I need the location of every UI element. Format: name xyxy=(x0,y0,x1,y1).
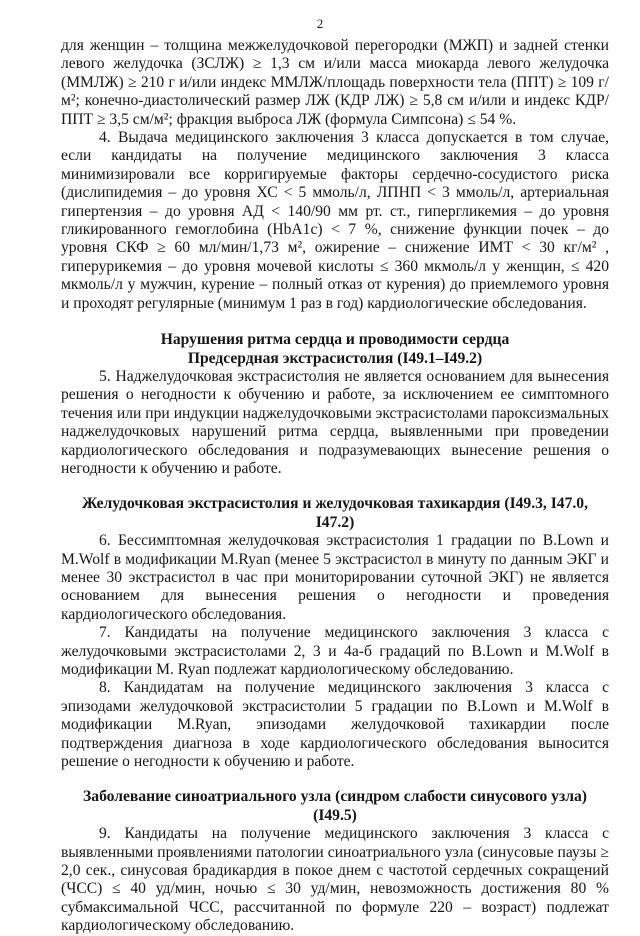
paragraph-intro: для женщин – толщина межжелудочковой перегородки (МЖП) и задней стенки левого желудочка (ЗСЛЖ) ≥ 1,3 см и/или масса миокарда левого желудочка (ММЛЖ) ≥ 210 г и/или индекс ММЛЖ/площадь поверхности тела (ППТ) ≥ 109 г/м²; конечно-диастолический размер ЛЖ (КДР ЛЖ) ≥ 5,8 см и/или и индекс КДР/ППТ ≥ 3,5 см/м²; фракция выброса ЛЖ (формула Симпсона) ≤ 54 %. xyxy=(61,37,609,128)
document-body xyxy=(61,37,609,936)
section-heading-sinus: Заболевание синоатриального узла (синдром слабости синусового узла) (I49.5) xyxy=(83,788,587,824)
paragraph-8: 8. Кандидатам на получение медицинского заключения 3 класса с эпизодами желудочковой экстрасистолии 5 градации по B.Lown и M.Wolf в модификации M.Ryan, эпизодами желудочковой тахикардии после подтверждения диагноза в ходе кардиологического обследования выносится решение о негодности к обучению и работе. xyxy=(61,679,609,771)
paragraph-9: 9. Кандидаты на получение медицинского заключения 3 класса с выявленными проявлениями патологии синоатриального узла (синусовые паузы ≥ 2,0 сек., синусовая брадикардия в покое днем с частотой сердечных сокращений (ЧСС) ≤ 40 уд/мин, ночью ≤ 30 уд/мин, невозможность достижения 80 % субмаксимальной ЧСС, рассчитанной по формуле 220 – возраст) подлежат кардиологическому обследованию. xyxy=(61,825,609,935)
paragraph-4: 4. Выдача медицинского заключения 3 класса допускается в том случае, если кандидаты на получение медицинского заключения 3 класса минимизировали все корригируемые факторы сердечно-сосудистого риска (дислипидемия – до уровня ХС < 5 ммоль/л, ЛПНП < 3 ммоль/л, артериальная гипертензия – до уровня АД < 140/90 мм рт. ст., гипергликемия – до уровня гликированного гемоглобина (HbA1c) < 7 %, снижение функции почек – до уровня СКФ ≥ 60 мл/мин/1,73 м², ожирение – снижение ИМТ < 30 кг/м² , гиперурикемия – до уровня мочевой кислоты ≤ 360 мкмоль/л у женщин, ≤ 420 мкмоль/л у мужчин, курение – полный отказ от курения) до приемлемого уровня и проходят регулярные (минимум 1 раз в год) кардиологические обследования. xyxy=(61,129,609,312)
section-heading-rhythm: Нарушения ритма сердца и проводимости сердца xyxy=(160,331,510,349)
paragraph-7: 7. Кандидаты на получение медицинского заключения 3 класса с желудочковыми экстрасистолами 2, 3 и 4а-б градаций по B.Lown и M.Wolf в модификации M. Ryan подлежат кардиологическому обследованию. xyxy=(61,624,609,678)
section-heading-ventricular: Желудочковая экстрасистолия и желудочковая тахикардия (I49.3, I47.0, I47.2) xyxy=(82,495,588,531)
page-number: 2 xyxy=(316,16,324,31)
paragraph-6: 6. Бессимптомная желудочковая экстрасистолия 1 градации по B.Lown и M.Wolf в модификации M.Ryan (менее 5 экстрасистол в минуту по данным ЭКГ и менее 30 экстрасистол в час при мониторировании суточной ЭКГ) не является основанием для вынесения решения о негодности и проведения кардиологического обследования. xyxy=(61,532,609,623)
paragraph-5: 5. Наджелудочковая экстрасистолия не является основанием для вынесения решения о негодности к обучению и работе, за исключением ее симптомного течения или при индукции наджелудочковыми экстрасистолами пароксизмальных наджелудочковых нарушений ритма сердца, выявленными при проведении кардиологического обследования и подразумевающих вынесение решения о негодности к обучению и работе. xyxy=(61,367,609,477)
section-heading-atrial: Предсердная экстрасистолия (I49.1–I49.2) xyxy=(187,349,483,367)
